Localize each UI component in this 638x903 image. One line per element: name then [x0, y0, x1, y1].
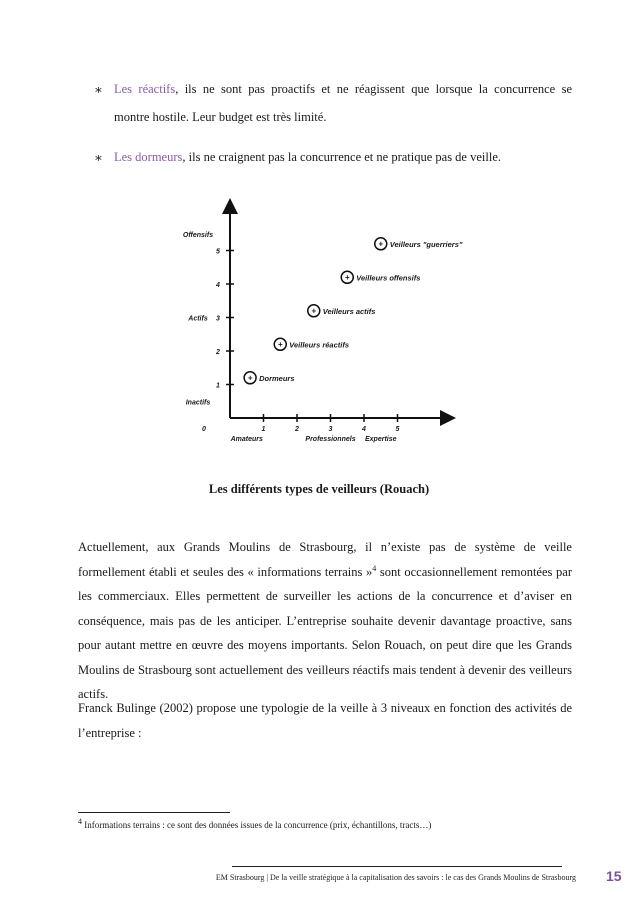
point-label: Veilleurs offensifs [356, 273, 421, 283]
bullet-reactifs [94, 80, 572, 126]
point-marker-symbol: + [247, 373, 253, 383]
paragraph-1 [78, 535, 572, 707]
point-label: Veilleurs "guerriers" [389, 239, 463, 249]
x-category-label: Amateurs [230, 436, 263, 443]
point-label: Veilleurs réactifs [289, 340, 350, 350]
origin-label: 0 [202, 426, 206, 433]
bullet-text: , ils ne craignent pas la concurrence et ne pratique pas de veille. [182, 150, 502, 164]
footnote-text: Informations terrains : ce sont des données issues de la concurrence (prix, échantillons, tracts…) [82, 820, 432, 830]
point-marker-symbol: + [344, 272, 350, 282]
paragraph-1-text-continued: sont occasionnellement remontées par les commerciaux. Elles permettent de surveiller les actions de la concurrence et d’aviser en conséquence, mais pas de les anticiper. L’entreprise souhaite devenir davantage proactive, sans pour autant mettre en œuvre des moyens importants. Selon Rouach, on peut dire que les Grands Moulins de Strasbourg sont actuellement des veilleurs réactifs mais tendent à devenir des veilleurs actifs. [78, 564, 572, 701]
x-tick-label: 3 [328, 426, 333, 433]
footer-text: EM Strasbourg | De la veille stratégique à la capitalisation des savoirs : le cas des Grands Moulins de Strasbourg [215, 873, 576, 882]
y-level-label: Inactifs [185, 399, 211, 407]
figure-caption: Les différents types de veilleurs (Rouach) [208, 482, 430, 496]
paragraph-1-text: Actuellement, aux Grands Moulins de Strasbourg, il n’existe pas de système de veille formellement établi et seules des « informations terrains » [78, 540, 572, 579]
y-tick-label: 1 [216, 382, 220, 390]
footnote-number: 4 [78, 817, 82, 826]
y-level-label: Offensifs [182, 231, 214, 239]
bullet-star-icon: ∗ [94, 150, 103, 165]
x-tick-label: 2 [295, 426, 299, 433]
y-tick-label: 5 [216, 248, 220, 256]
bullet-term: Les réactifs [114, 82, 176, 96]
x-category-label: Professionnels [305, 436, 356, 443]
footnote-reference: 4 [372, 563, 377, 573]
point-marker-symbol: + [311, 306, 317, 316]
point-label: Dormeurs [259, 373, 295, 383]
bullet-text: , ils ne sont pas proactifs et ne réagissent que lorsque la concurrence se [175, 82, 573, 96]
point-marker-symbol: + [378, 239, 384, 249]
point-label: Veilleurs actifs [322, 306, 376, 316]
bullet-star-icon: ∗ [94, 82, 103, 97]
x-category-label: Expertise [364, 436, 397, 443]
paragraph-2: Franck Bulinge (2002) propose une typologie de la veille à 3 niveaux en fonction des activités de l’entreprise : [78, 701, 572, 740]
y-tick-label: 2 [216, 349, 220, 356]
x-tick-label: 5 [395, 426, 400, 433]
bullet-dormeurs [94, 148, 572, 166]
y-level-label: Actifs [188, 315, 208, 323]
footer-rule [232, 866, 562, 867]
footnote [78, 817, 432, 830]
y-tick-label: 3 [216, 315, 220, 323]
y-tick-label: 4 [216, 282, 220, 289]
x-tick-label: 4 [362, 426, 366, 433]
veilleurs-diagram [160, 188, 480, 460]
footnote-separator [78, 812, 230, 813]
bullet-term: Les dormeurs [114, 150, 183, 164]
bullet-text-continued: montre hostile. Leur budget est très limité. [114, 110, 327, 124]
point-marker-symbol: + [277, 339, 283, 349]
page-number: 15 [606, 868, 622, 884]
x-tick-label: 1 [261, 426, 266, 433]
